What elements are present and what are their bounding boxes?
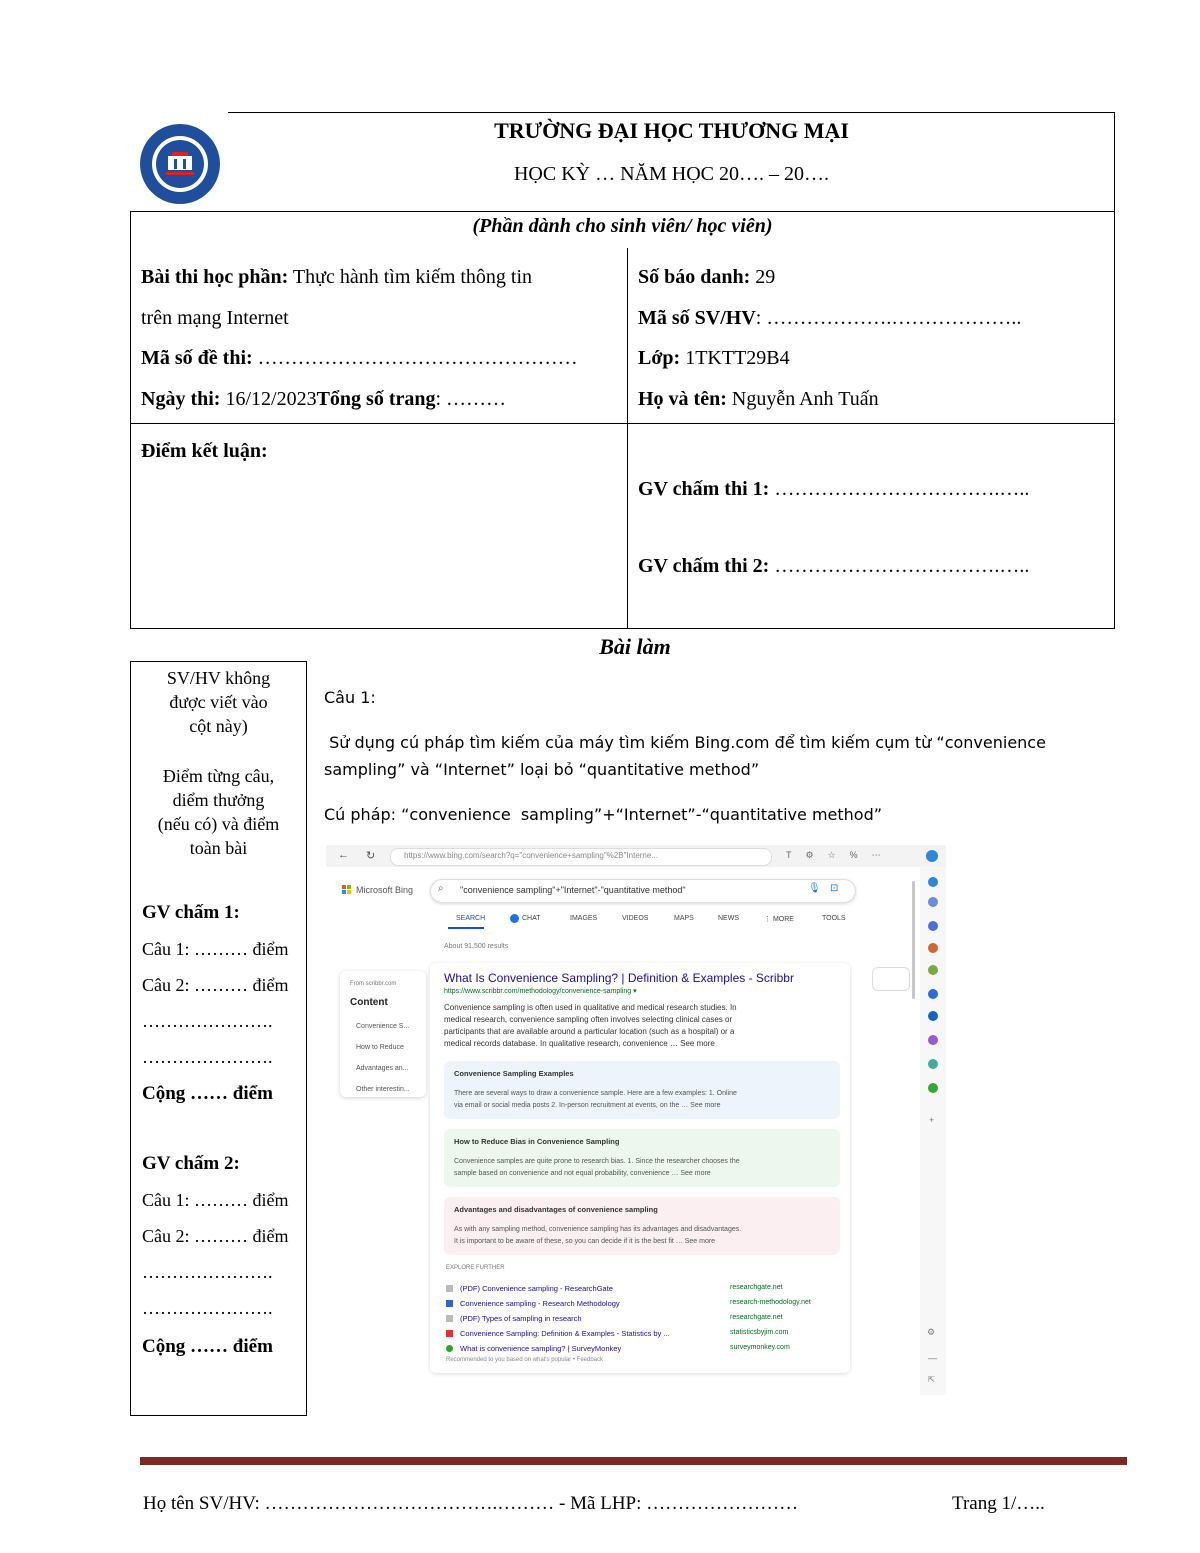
sidebar-icon-5[interactable] [928,965,938,975]
snippet-line-1: Convenience sampling is often used in qualitative and medical research studies. In [444,1003,737,1012]
chat-icon [510,914,519,923]
explore-further-label: EXPLORE FURTHER [446,1265,505,1271]
exam-subject: Bài thi học phần: Thực hành tìm kiếm thông tin [141,266,533,288]
further-title-4[interactable]: Convenience Sampling: Definition & Examples - Statistics by ... [460,1329,670,1338]
subcard-1-line-1: There are several ways to draw a convenience sample. Here are a few examples: 1. Online [454,1090,737,1097]
grader-1-q2: Câu 2: ……… điểm [142,975,289,995]
sidebar-expand-icon[interactable]: ⇱ [928,1375,935,1384]
snippet-line-4: medical records database. In qualitative research, convenience … See more [444,1039,715,1048]
footer-student-line: Họ tên SV/HV: ……………………………….……… - Mã LHP: …………………… [143,1493,799,1514]
toc-panel [340,971,426,1097]
exam-subject-line2: trên mạng Internet [141,307,289,329]
result-title[interactable]: What Is Convenience Sampling? | Definition & Examples - Scribbr [444,971,794,985]
subcard-3-line-1: As with any sampling method, convenience sampling has its advantages and disadvantages. [454,1226,742,1233]
further-site-4: statisticsbyjim.com [730,1329,789,1336]
grader-2-dots-2: …………………. [142,1298,273,1318]
sidebar-bottom-icon[interactable]: — [928,1353,937,1363]
work-title: Bài làm [599,634,671,659]
tab-maps[interactable]: MAPS [674,915,694,922]
further-title-2[interactable]: Convenience sampling - Research Methodology [460,1299,620,1308]
grader-1-dots-1: …………………. [142,1011,273,1031]
sidebar-icon-8[interactable] [928,1035,938,1045]
further-icon-5 [446,1345,453,1352]
grader-2-dots-1: …………………. [142,1262,273,1282]
visual-search-icon[interactable]: ⊡ [830,883,839,894]
search-query: "convenience sampling"+"Internet"-"quantitative method" [460,885,686,895]
recommendation-note: Recommended to you based on what's popular • Feedback [446,1357,604,1363]
further-icon-3 [446,1315,453,1322]
bing-logo-icon[interactable] [342,885,352,895]
grading-note: SV/HV không được viết vào cột này) [166,668,271,736]
final-score-label: Điểm kết luận: [141,440,268,462]
scrollbar[interactable] [912,881,915,999]
grader-1-q1: Câu 1: ……… điểm [142,939,289,959]
grader-2-q2: Câu 2: ……… điểm [142,1226,289,1246]
grader-1-heading: GV chấm 1: [142,902,240,923]
bing-brand: Microsoft Bing [356,885,414,895]
sidebar-icon-9[interactable] [928,1059,938,1069]
further-title-5[interactable]: What is convenience sampling? | SurveyMonkey [460,1344,622,1353]
bing-screenshot [326,845,946,1395]
subcard-2-title: How to Reduce Bias in Convenience Sampling [454,1137,620,1146]
sidebar-outlook-icon[interactable] [928,1011,938,1021]
grading-note-2: Điểm từng câu, diểm thưởng (nếu có) và điểm toàn bài [157,766,280,858]
question-title: Câu 1: [324,688,376,707]
toc-item-3[interactable]: Advantages an... [356,1065,409,1072]
tab-images[interactable]: IMAGES [570,915,598,922]
grader-2-total: Cộng …… điểm [142,1336,273,1357]
instruction-line-1: Sử dụng cú pháp tìm kiếm của máy tìm kiếm Bing.com để tìm kiếm cụm từ “convenience [324,733,1046,752]
sidebar-icon-1[interactable] [928,877,938,887]
search-icon: ⌕ [438,883,444,894]
result-url[interactable]: https://www.scribbr.com/methodology/convenience-sampling ▾ [444,988,637,995]
school-name: TRƯỜNG ĐẠI HỌC THƯƠNG MẠI [494,118,849,143]
toc-source: From scribbr.com [350,981,397,987]
grader-2-heading: GV chấm 2: [142,1153,240,1174]
subcard-1-line-2: via email or social media posts 2. In-person recruitment at events, on the … See more [454,1102,721,1109]
sidebar-icon-10[interactable] [928,1083,938,1093]
footer-page-number: Trang 1/….. [952,1493,1045,1514]
sidebar-icon-4[interactable] [928,943,938,953]
further-icon-2 [446,1300,453,1307]
grader-1-total: Cộng …… điểm [142,1083,273,1104]
sidebar-add-icon[interactable]: + [929,1115,935,1125]
grader-1-dots-2: …………………. [142,1047,273,1067]
grader-2-q1: Câu 1: ……… điểm [142,1190,289,1210]
subcard-1-title: Convenience Sampling Examples [454,1069,574,1078]
student-id: Mã số SV/HV: ……………….……………….. [638,307,1022,329]
back-icon[interactable]: ← [338,849,349,861]
search-syntax: Cú pháp: “convenience sampling”+“Internet”-“quantitative method” [324,805,883,824]
subcard-2-line-2: sample based on convenience and not equal probability, convenience … See more [454,1170,711,1177]
share-widget[interactable] [872,967,910,991]
tab-videos[interactable]: VIDEOS [622,915,649,922]
tab-more[interactable]: ⋮ MORE [764,916,794,923]
further-icon-4 [446,1330,453,1337]
toc-title: Content [350,997,388,1008]
further-icon-1 [446,1285,453,1292]
tab-news[interactable]: NEWS [718,915,739,922]
toolbar-icons[interactable]: T⚙☆%⋯ [786,850,895,860]
student-name: Họ và tên: Nguyễn Anh Tuấn [638,388,879,410]
further-site-1: researchgate.net [730,1284,783,1291]
term-line: HỌC KỲ … NĂM HỌC 20…. – 20…. [513,163,829,185]
exam-date: Ngày thi: 16/12/2023Tổng số trang: ……… [141,388,507,410]
tab-tools[interactable]: TOOLS [822,915,846,922]
result-count: About 91,500 results [444,943,509,950]
sidebar-search-icon[interactable] [928,897,938,907]
mic-icon[interactable]: 🎙 [808,883,821,894]
grader-1: GV chấm thi 1: …………………………….….. [638,478,1030,500]
student-section-caption: (Phần dành cho sinh viên/ học viên) [472,215,773,237]
tab-search[interactable]: SEARCH [456,915,486,922]
snippet-line-3: participants that are available around a particular location (such as a hospital) or a [444,1027,735,1036]
sidebar-icon-3[interactable] [928,921,938,931]
toc-item-4[interactable]: Other interestin... [356,1086,410,1093]
student-class: Lớp: 1TKTT29B4 [638,347,790,369]
refresh-icon[interactable]: ↻ [366,850,376,862]
toc-item-1[interactable]: Convenience S... [356,1023,410,1030]
edge-copilot-icon[interactable] [926,850,938,862]
grader-2: GV chấm thi 2: …………………………….….. [638,555,1030,577]
university-logo [138,122,222,206]
subcard-3-line-2: It is important to be aware of these, so you can decide if it is the best fit … See more [454,1238,716,1245]
further-title-1[interactable]: (PDF) Convenience sampling - ResearchGate [460,1284,613,1293]
subcard-2-line-1: Convenience samples are quite prone to research bias. 1. Since the researcher chooses the [454,1158,740,1165]
url-text: https://www.bing.com/search?q="convenience+sampling"%2B"Interne... [404,851,658,860]
subcard-3-title: Advantages and disadvantages of convenience sampling [454,1205,658,1214]
further-site-5: surveymonkey.com [730,1344,790,1351]
sidebar-icon-6[interactable] [928,989,938,999]
further-title-3[interactable]: (PDF) Types of sampling in research [460,1314,582,1323]
instruction-line-2: sampling” và “Internet” loại bỏ “quantitative method” [324,760,760,779]
exam-code: Mã số đề thi: ………………………………………… [141,347,578,369]
toc-item-2[interactable]: How to Reduce [356,1044,404,1051]
sidebar-settings-icon[interactable]: ⚙ [927,1327,936,1337]
snippet-line-2: medical research, convenience sampling often involves selecting clinical cases or [444,1015,733,1024]
further-site-2: research-methodology.net [730,1299,811,1306]
footer-rule [140,1457,1127,1465]
student-number: Số báo danh: 29 [638,266,776,288]
tab-chat[interactable]: CHAT [522,915,541,922]
further-site-3: researchgate.net [730,1314,783,1321]
